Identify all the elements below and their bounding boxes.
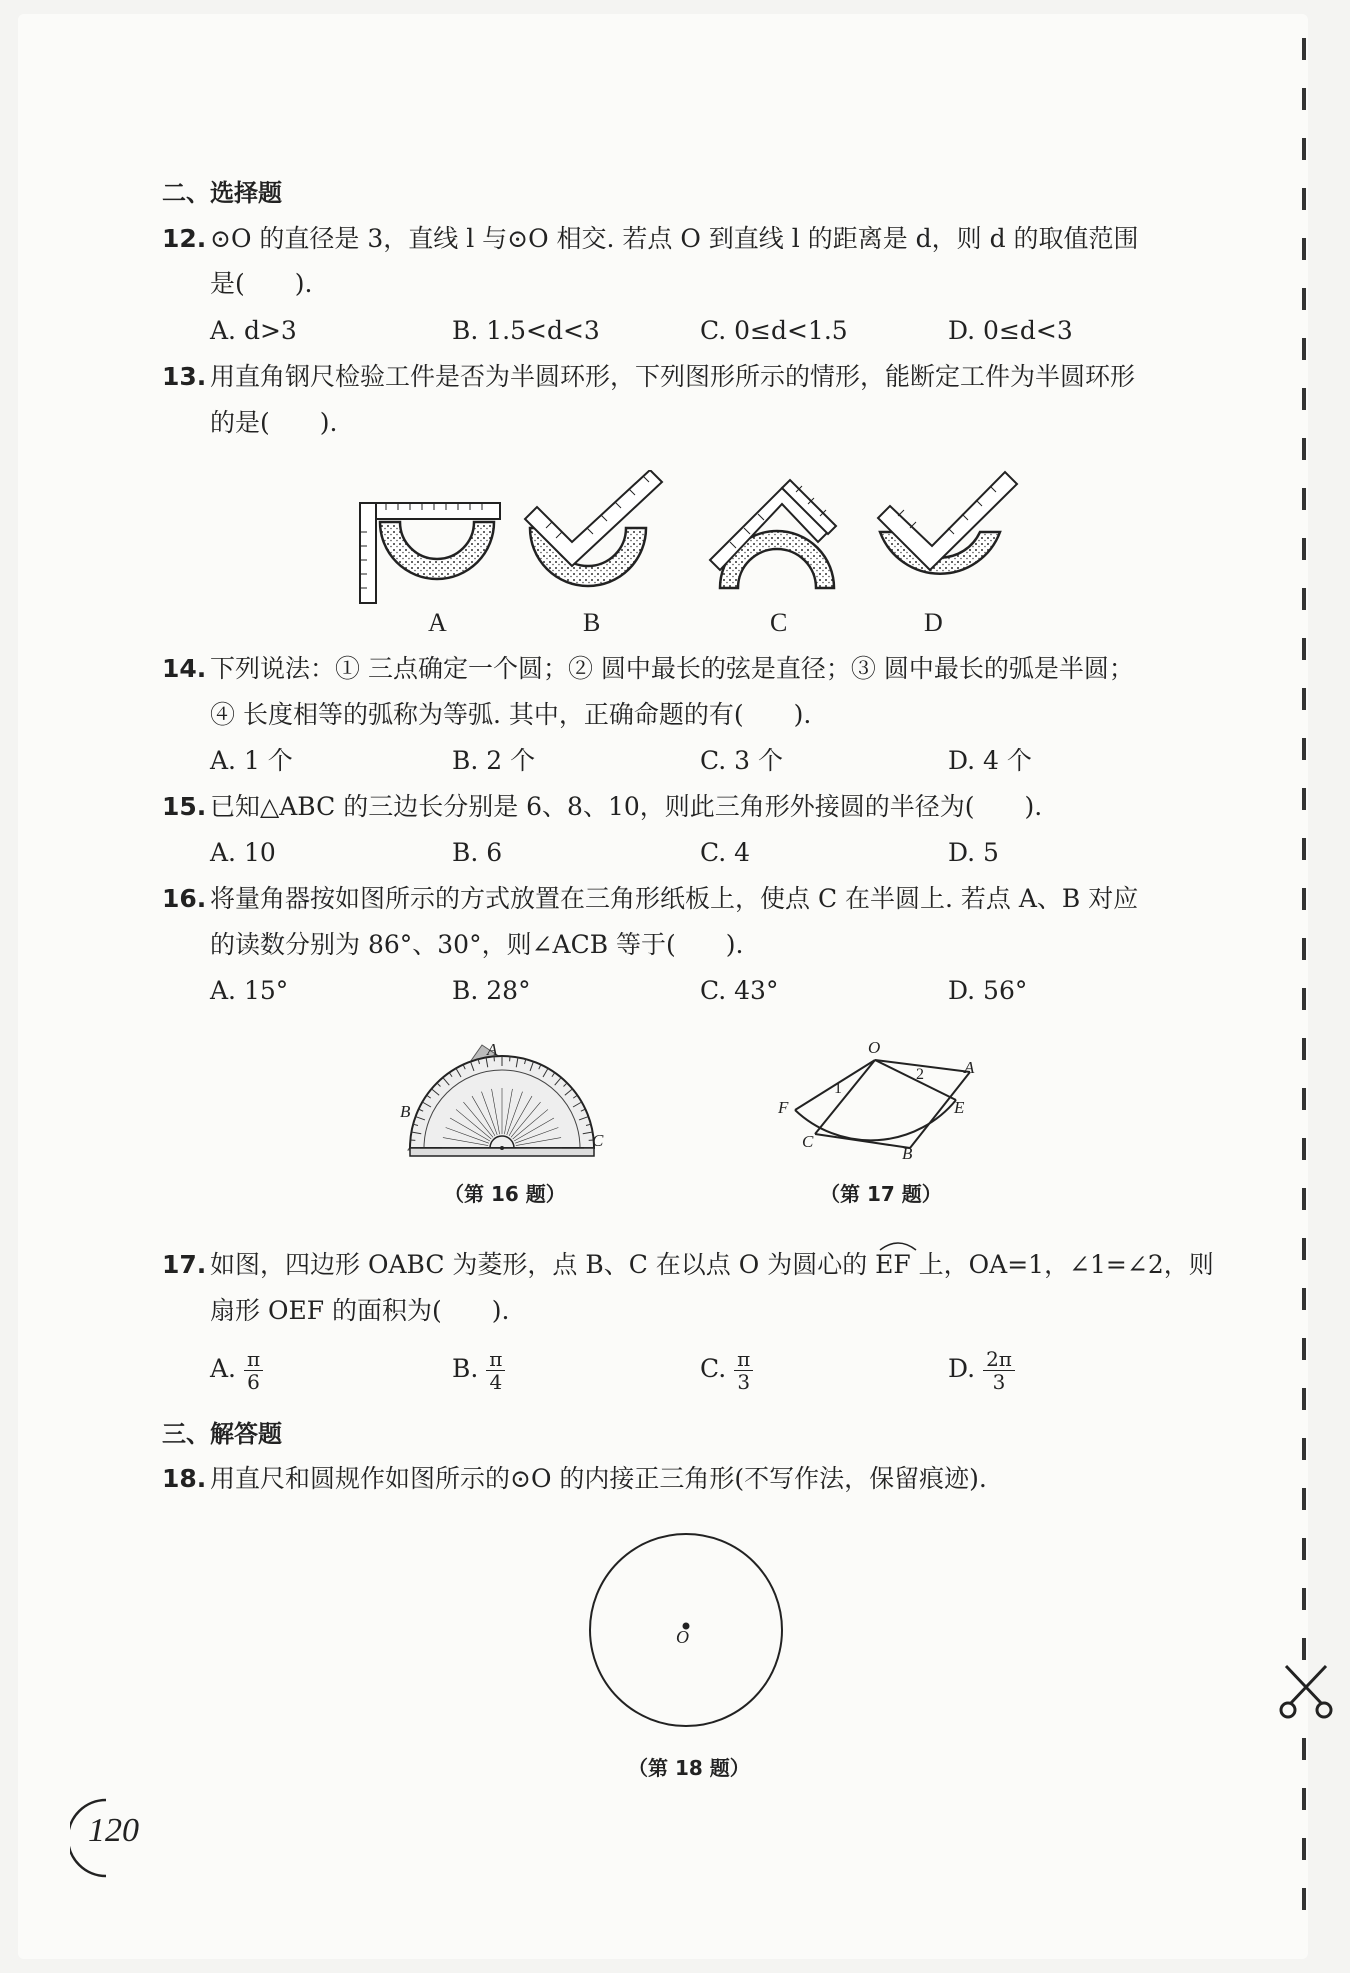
section-heading-answer: 三、解答题 [162, 1420, 282, 1448]
cut-line-dash [1302, 88, 1306, 110]
figure-17-caption: （第 17 题） [820, 1182, 942, 1206]
question-17-text-line2: 扇形 OEF 的面积为( ). [210, 1296, 510, 1325]
question-number-17: 17. [162, 1250, 207, 1279]
question-17-text-line1: 如图，四边形 OABC 为菱形，点 B、C 在以点 O 为圆心的 EF 上，OA=1，∠1=∠2，则 [210, 1250, 1214, 1279]
cut-line-dash [1302, 738, 1306, 760]
question-13-text-line2: 的是( ). [210, 408, 338, 437]
question-16-text-line1: 将量角器按如图所示的方式放置在三角形纸板上，使点 C 在半圆上. 若点 A、B 对应 [210, 884, 1139, 913]
q14-option-a: A. 1 个 [210, 746, 293, 775]
figure-b-ruler-check [525, 470, 662, 586]
fig16-label-a: A [487, 1040, 498, 1059]
cut-line-dash [1302, 1388, 1306, 1410]
question-number-14: 14. [162, 654, 207, 683]
cut-line-dash [1302, 588, 1306, 610]
cut-line-dash [1302, 1888, 1306, 1910]
cut-line-dash [1302, 1788, 1306, 1810]
figure-label-c: C [770, 608, 788, 637]
cut-line-dash [1302, 888, 1306, 910]
q12-option-b: B. 1.5<d<3 [452, 316, 600, 345]
fig17-label-c: C [802, 1132, 814, 1151]
cut-line-dash [1302, 1188, 1306, 1210]
cut-line-dash [1302, 1138, 1306, 1160]
cut-line-dash [1302, 938, 1306, 960]
figure-16-caption: （第 16 题） [444, 1182, 566, 1206]
q12-option-c: C. 0≤d<1.5 [700, 316, 848, 345]
q16-option-d: D. 56° [948, 976, 1028, 1005]
fig16-label-c: C [592, 1131, 604, 1150]
q12-option-d: D. 0≤d<3 [948, 316, 1073, 345]
fig17-label-f: F [778, 1098, 789, 1117]
cut-line-dash [1302, 488, 1306, 510]
cut-line-dash [1302, 538, 1306, 560]
question-18-text-line1: 用直尺和圆规作如图所示的⊙O 的内接正三角形(不写作法，保留痕迹). [210, 1464, 987, 1493]
question-16-text-line2: 的读数分别为 86°、30°，则∠ACB 等于( ). [210, 930, 744, 959]
cut-line-dash [1302, 388, 1306, 410]
cut-line-dash [1302, 988, 1306, 1010]
q16-option-a: A. 15° [210, 976, 289, 1005]
cut-line-dash [1302, 838, 1306, 860]
q14-option-d: D. 4 个 [948, 746, 1032, 775]
q12-option-a: A. d>3 [210, 316, 297, 345]
scissors-icon [1276, 1660, 1336, 1720]
fig17-label-b: B [902, 1144, 913, 1163]
question-12-text-line2: 是( ). [210, 269, 313, 298]
q15-option-a: A. 10 [210, 838, 276, 867]
fig17-label-o: O [868, 1038, 881, 1057]
fig17-angle-2: 2 [916, 1066, 924, 1083]
q17-option-a: A. $\frac{\pi}{6}$ [210, 1348, 263, 1398]
cut-line-dash [1302, 188, 1306, 210]
figure-d-ruler-check [878, 472, 1017, 574]
cut-line-dash [1302, 1588, 1306, 1610]
cut-line-dash [1302, 38, 1306, 60]
q15-option-c: C. 4 [700, 838, 751, 867]
question-12-text-line1: ⊙O 的直径是 3，直线 l 与⊙O 相交. 若点 O 到直线 l 的距离是 d，则 d 的取值范围 [210, 224, 1139, 253]
cut-line-dash [1302, 1088, 1306, 1110]
cut-line-dash [1302, 1438, 1306, 1460]
cut-line-dash [1302, 1338, 1306, 1360]
q17-option-d: D. $\frac{2\pi}{3}$ [948, 1348, 1015, 1398]
cut-line-dash [1302, 1238, 1306, 1260]
cut-line-dash [1302, 1738, 1306, 1760]
cut-line-dash [1302, 1538, 1306, 1560]
cut-line-dash [1302, 138, 1306, 160]
question-number-15: 15. [162, 792, 207, 821]
cut-line-dash [1302, 338, 1306, 360]
question-15-text-line1: 已知△ABC 的三边长分别是 6、8、10，则此三角形外接圆的半径为( ). [210, 792, 1043, 821]
cut-line-dash [1302, 438, 1306, 460]
q17-option-b: B. $\frac{\pi}{4}$ [452, 1348, 505, 1398]
cut-line-dash [1302, 1838, 1306, 1860]
q14-option-c: C. 3 个 [700, 746, 783, 775]
figure-label-b: B [583, 608, 601, 637]
arc-symbol [878, 1240, 918, 1252]
cut-line-dash [1302, 1288, 1306, 1310]
section-heading-choice: 二、选择题 [162, 179, 282, 207]
cut-line-dash [1302, 1488, 1306, 1510]
figure-16-protractor [390, 1035, 620, 1160]
question-number-13: 13. [162, 362, 207, 391]
figure-label-d: D [924, 608, 943, 637]
question-number-16: 16. [162, 884, 207, 913]
question-number-18: 18. [162, 1464, 207, 1493]
q14-option-b: B. 2 个 [452, 746, 536, 775]
q17-option-c: C. $\frac{\pi}{3}$ [700, 1348, 753, 1398]
fig17-label-e: E [954, 1098, 965, 1117]
cut-line-dash [1302, 1038, 1306, 1060]
figure-a-ruler-check [360, 503, 500, 603]
q16-option-c: C. 43° [700, 976, 779, 1005]
q15-option-b: B. 6 [452, 838, 503, 867]
fig17-angle-1: 1 [834, 1080, 842, 1097]
fig17-label-a: A [964, 1058, 975, 1077]
cut-line-dash [1302, 288, 1306, 310]
figure-c-ruler-check [710, 480, 836, 588]
question-14-text-line2: ④ 长度相等的弧称为等弧. 其中，正确命题的有( ). [210, 700, 812, 729]
question-13-text-line1: 用直角钢尺检验工件是否为半圆环形，下列图形所示的情形，能断定工件为半圆环形 [210, 362, 1136, 391]
page-number: 120 [88, 1812, 139, 1849]
cut-line-dash [1302, 688, 1306, 710]
cut-line-dash [1302, 638, 1306, 660]
figure-label-a: A [428, 608, 447, 637]
cut-line-dash [1302, 238, 1306, 260]
fig16-label-b: B [400, 1102, 411, 1121]
q15-option-d: D. 5 [948, 838, 999, 867]
fig18-center-label: O [676, 1627, 689, 1647]
cut-line-dash [1302, 1638, 1306, 1660]
figure-18-caption: （第 18 题） [628, 1756, 750, 1780]
q16-option-b: B. 28° [452, 976, 531, 1005]
q13-figure [350, 470, 1020, 605]
cut-line-dash [1302, 788, 1306, 810]
question-14-text-line1: 下列说法：① 三点确定一个圆；② 圆中最长的弦是直径；③ 圆中最长的弧是半圆； [210, 654, 1134, 683]
question-number-12: 12. [162, 224, 207, 253]
